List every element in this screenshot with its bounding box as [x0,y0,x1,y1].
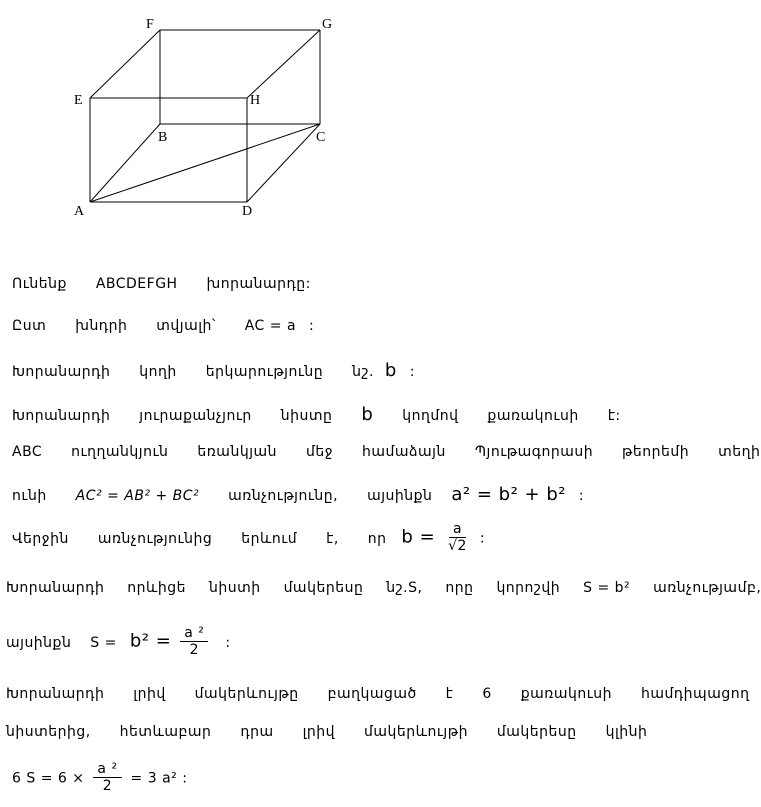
fraction-denominator: 2 [102,778,113,795]
edge-HG [247,30,320,98]
edge-DC [247,124,320,202]
word: խնդրի [75,318,128,334]
word: Ըստ [12,318,47,334]
text-line-5 [12,444,760,460]
fraction-numerator: a ² [180,626,208,642]
text-line-10 [6,686,749,702]
edge-EF [90,30,160,98]
cube-figure [0,0,702,240]
word: Ունենք [12,276,67,292]
word: կորոշվի [496,580,561,596]
word: առնչությունը, [228,488,339,504]
fraction-a-over-root2 [444,522,471,555]
punct: : [479,530,486,547]
word: մակերեսը [496,724,577,740]
word: Վերջին [12,530,69,547]
word: մակերևույթի [363,724,468,740]
formula-result: = 3 a² : [130,770,188,787]
word: երկարությունը [205,364,324,380]
formula-S: S = [90,634,117,651]
text-line-3 [12,360,415,381]
text-line-4 [12,404,621,425]
punct: : [578,488,585,504]
word: ուղղանկյուն [71,444,169,460]
word: խորանարդը: [206,276,311,292]
word: քառակուսի [487,408,579,424]
word: է [445,686,454,702]
fraction-a2-over-2 [93,762,121,795]
word: նշ. [352,364,374,380]
word: նիստերից, [6,724,91,740]
word: համաձայն [362,444,446,460]
formula: AC = a [244,318,297,334]
vertex-label-H: H [250,93,261,108]
word: է: [607,408,621,424]
formula-area: S = b² [583,580,631,596]
cube-diagram [0,0,702,240]
word: կլինի [605,724,648,740]
word: երևում [241,530,298,547]
word: ABC [12,444,43,460]
word: լրիվ [133,686,166,702]
word: յուրաքանչյուր [139,408,252,424]
word: Խորանարդի [12,408,111,424]
word: հետևաբար [119,724,212,740]
word: մակերեսը [283,580,364,596]
word: առնչությունից [97,530,213,547]
formula-b-squared: b² = [129,630,172,652]
variable-b: b [384,360,397,381]
word: Պյութագորասի [474,444,594,460]
fraction-denominator: √2 [448,538,467,555]
formula-b: b = [401,526,436,548]
word: լրիվ [302,724,336,740]
word: տեղի [718,444,761,460]
vertex-label-D: D [242,204,253,219]
vertex-label-B: B [158,130,168,145]
text-line-8 [6,580,761,596]
word: դրա [240,724,274,740]
word: մեջ [305,444,334,460]
word: այսինքն [367,488,433,504]
word: ունի [12,488,47,504]
text-line-11 [6,724,647,740]
word: Խորանարդի [6,686,105,702]
number-6: 6 [482,686,492,702]
word: թեորեմի [622,444,690,460]
word: որ [367,530,387,547]
fraction-numerator: a [449,522,466,538]
punct: : [225,634,231,651]
fraction-numerator: a ² [93,762,121,778]
formula-a-squared: a² = b² + b² [451,484,566,505]
vertex-label-G: G [322,17,333,32]
word: քառակուսի [520,686,613,702]
text-line-12 [12,762,187,795]
word: այսինքն [6,634,72,651]
vertex-label-A: A [74,204,85,219]
punct: : [308,318,315,334]
word: Խորանարդի [12,364,111,380]
word: տվյալի՝ [156,318,216,334]
word: նիստը [280,408,333,424]
text-line-9 [6,626,231,659]
text-line-1 [12,276,335,292]
text-line-7 [12,522,485,555]
vertex-label-F: F [146,17,154,32]
variable-b: b [361,404,374,425]
word: նիստի [208,580,261,596]
fraction-a2-over-2 [180,626,208,659]
word: համդիպացող [641,686,750,702]
punct: : [409,364,416,380]
word: կողի [139,364,177,380]
vertex-label-C: C [316,130,326,145]
word: առնչությամբ, [653,580,761,596]
word: եռանկյան [197,444,278,460]
word: մակերևույթը [194,686,299,702]
formula-pythagoras: AC² = AB² + BC² [75,488,200,504]
text-line-2 [12,318,314,334]
formula-total-area: 6 S = 6 × [12,770,85,787]
cube-name: ABCDEFGH [95,276,178,292]
word: որը [445,580,474,596]
word: Խորանարդի [6,580,105,596]
text-line-6 [12,484,584,505]
word: կողմով [402,408,459,424]
word: բաղկացած [327,686,417,702]
word: նշ.S, [386,580,423,596]
fraction-denominator: 2 [189,642,200,659]
word: է, [326,530,339,547]
vertex-label-E: E [74,93,83,108]
word: որևիցե [127,580,187,596]
